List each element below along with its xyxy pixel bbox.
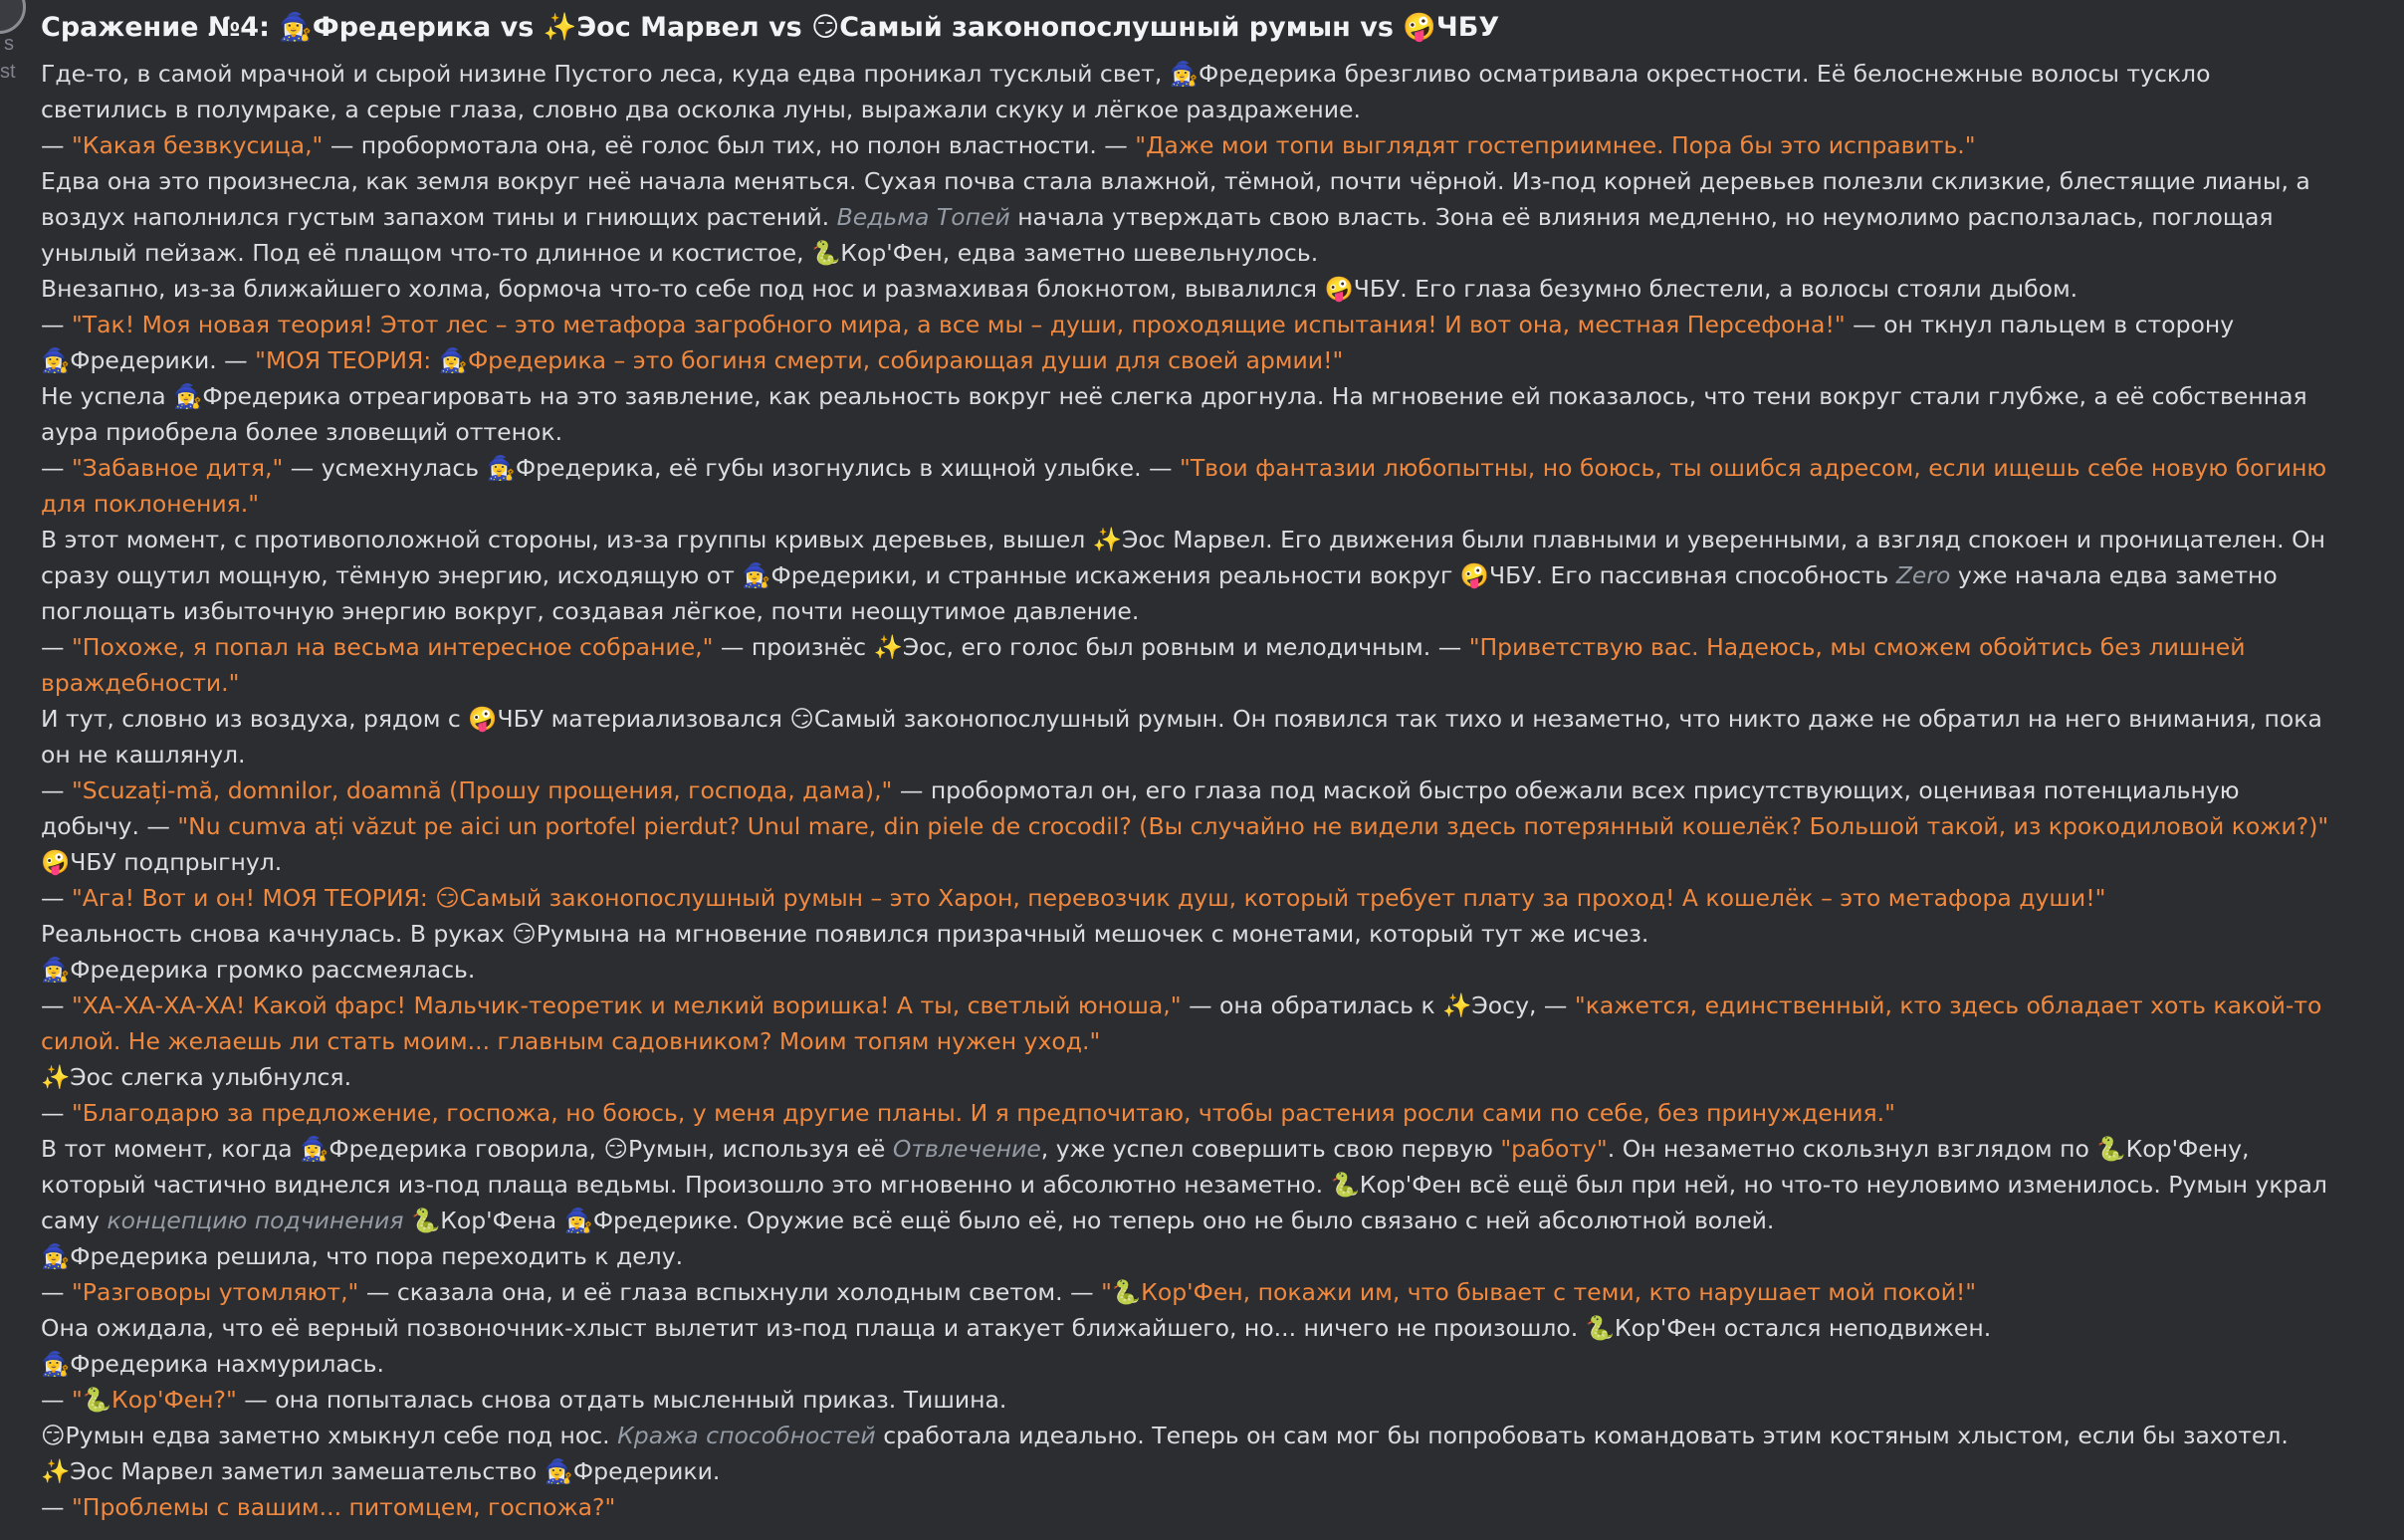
narration-text: —: [41, 776, 72, 804]
dialogue-quote: "Забавное дитя,": [71, 454, 284, 482]
narration-text: —: [41, 1493, 72, 1521]
narration-text: Внезапно, из-за ближайшего холма, бормоча что-то себе под нос и размахивая блокнотом, вывалился 🤪ЧБУ. Его глаза безумно блестели, а волосы стояли дыбом.: [41, 275, 2078, 303]
narration-text: Не успела 🧙‍♀️Фредерика отреагировать на это заявление, как реальность вокруг неё слегка дрогнула. На мгновение ей показалось, что тени вокруг стали глубже, а её собственная аура приобрела более зловещий оттенок.: [41, 382, 2307, 446]
dialogue-quote: "МОЯ ТЕОРИЯ: 🧙‍♀️Фредерика – это богиня смерти, собирающая души для своей армии!": [255, 346, 1344, 374]
narration-text: . Он незаметно скользнул взглядом по 🐍Кор'Фену, который частично виднелся из-под плаща ведьмы. Произошло это мгновенно и абсолютно незаметно. 🐍Кор'Фен всё ещё был при ней, но что-то неуловимо изменилось. Румын украл саму: [41, 1135, 2327, 1234]
ability-name: Zero: [1895, 561, 1951, 589]
message-line: [41, 127, 2340, 163]
dialogue-quote: "Приветствую вас. Надеюсь, мы сможем обойтись без лишней враждебности.": [41, 633, 2246, 697]
ability-name: Кража способностей: [617, 1422, 876, 1449]
narration-text: —: [41, 131, 72, 159]
dialogue-quote: "Ага! Вот и он! МОЯ ТЕОРИЯ: 😏Самый законопослушный румын – это Харон, перевозчик душ, который требует плату за проход! А кошелёк – это метафора души!": [71, 884, 2106, 912]
message-body: [41, 56, 2340, 1525]
narration-text: —: [41, 884, 72, 912]
message-title: Сражение №4: 🧙‍♀️Фредерика vs ✨Эос Марвел vs 😏Самый законопослушный румын vs 🤪ЧБУ: [41, 12, 1500, 43]
narration-text: 🐍Кор'Фена 🧙‍♀️Фредерике. Оружие всё ещё было её, но теперь оно не было связано с ней абсолютной волей.: [403, 1207, 1775, 1234]
narration-text: Реальность снова качнулась. В руках 😏Румына на мгновение появился призрачный мешочек с монетами, который тут же исчез.: [41, 920, 1649, 948]
dialogue-quote: "Scuzați-mă, domnilor, doamnă (Прошу прощения, господа, дама),": [71, 776, 893, 804]
message-line: [41, 378, 2340, 450]
message-line: [41, 1382, 2340, 1418]
message-line: [41, 1059, 2340, 1095]
narration-text: Едва она это произнесла, как земля вокруг неё начала меняться. Сухая почва стала влажной, тёмной, почти чёрной. Из-под корней деревьев полезли склизкие, блестящие лианы, а воздух наполнился густым запахом тины и гниющих растений.: [41, 167, 2310, 231]
message-line: [41, 1095, 2340, 1131]
dialogue-quote: "кажется, единственный, кто здесь обладает хоть какой-то силой. Не желаешь ли стать моим... главным садовником? Моим топям нужен уход.": [41, 991, 2322, 1055]
narration-text: 🤪ЧБУ подпрыгнул.: [41, 848, 283, 876]
narration-text: 🧙‍♀️Фредерика решила, что пора переходить к делу.: [41, 1242, 684, 1270]
dialogue-quote: "🐍Кор'Фен?": [71, 1386, 237, 1414]
narration-text: — усмехнулась 🧙‍♀️Фредерика, её губы изогнулись в хищной улыбке. —: [283, 454, 1181, 482]
message-line: [41, 1238, 2340, 1274]
narration-text: Где-то, в самой мрачной и сырой низине Пустого леса, куда едва проникал тусклый свет, 🧙‍♀️Фредерика брезгливо осматривала окрестности. Её белоснежные волосы тускло светились в полумраке, а серые глаза, словно два осколка луны, выражали скуку и лёгкое раздражение.: [41, 60, 2211, 123]
narration-text: —: [41, 1386, 72, 1414]
message-line: [41, 271, 2340, 307]
message-line: [41, 772, 2340, 844]
message-content: [41, 8, 2340, 1525]
message-line: [41, 1453, 2340, 1489]
message-line: [41, 450, 2340, 522]
dialogue-quote: "Какая безвкусица,": [71, 131, 324, 159]
message-line: [41, 701, 2340, 772]
dialogue-quote: "Разговоры утомляют,": [71, 1278, 359, 1306]
narration-text: 😏Румын едва заметно хмыкнул себе под нос.: [41, 1422, 618, 1449]
narration-text: — произнёс ✨Эос, его голос был ровным и мелодичным. —: [713, 633, 1469, 661]
message-line: [41, 1418, 2340, 1453]
narration-text: —: [41, 633, 72, 661]
message-line: [41, 952, 2340, 988]
dialogue-quote: "Так! Моя новая теория! Этот лес – это метафора загробного мира, а все мы – души, проходящие испытания! И вот она, местная Персефона!": [71, 311, 1846, 338]
narration-text: — она попыталась снова отдать мысленный приказ. Тишина.: [236, 1386, 1007, 1414]
narration-text: ✨Эос Марвел заметил замешательство 🧙‍♀️Фредерики.: [41, 1457, 721, 1485]
narration-text: , уже успел совершить свою первую: [1040, 1135, 1501, 1163]
narration-text: 🧙‍♀️Фредерика нахмурилась.: [41, 1350, 384, 1378]
narration-text: уже начала едва заметно поглощать избыточную энергию вокруг, создавая лёгкое, почти неощутимое давление.: [41, 561, 2278, 625]
narration-text: — пробормотала она, её голос был тих, но полон властности. —: [323, 131, 1136, 159]
message-line: [41, 1274, 2340, 1310]
message-line: [41, 163, 2340, 271]
narration-text: —: [41, 1099, 72, 1127]
dialogue-quote: "ХА-ХА-ХА-ХА! Какой фарс! Мальчик-теоретик и мелкий воришка! А ты, светлый юноша,": [71, 991, 1182, 1019]
message-line: [41, 916, 2340, 952]
dialogue-quote: "Похоже, я попал на весьма интересное собрание,": [71, 633, 714, 661]
narration-text: —: [41, 991, 72, 1019]
narration-text: —: [41, 1278, 72, 1306]
message-line: [41, 307, 2340, 378]
dialogue-quote: "Твои фантазии любопытны, но боюсь, ты ошибся адресом, если ищешь себе новую богиню для поклонения.": [41, 454, 2327, 518]
narration-text: — он ткнул пальцем в сторону 🧙‍♀️Фредерики. —: [41, 311, 2235, 374]
ability-name: Отвлечение: [892, 1135, 1041, 1163]
narration-text: Она ожидала, что её верный позвоночник-хлыст вылетит из-под плаща и атакует ближайшего, но... ничего не произошло. 🐍Кор'Фен остался неподвижен.: [41, 1314, 1992, 1342]
narration-text: В этот момент, с противоположной стороны, из-за группы кривых деревьев, вышел ✨Эос Марвел. Его движения были плавными и уверенными, а взгляд спокоен и проницателен. Он сразу ощутил мощную, тёмную энергию, исходящую от 🧙‍♀️Фредерики, и странные искажения реальности вокруг 🤪ЧБУ. Его пассивная способность: [41, 526, 2325, 589]
dialogue-quote: "Nu cumva ați văzut pe aici un portofel pierdut? Unul mare, din piele de crocodil? (Вы случайно не видели здесь потерянный кошелёк? Большой такой, из крокодиловой кожи?)": [177, 812, 2329, 840]
dialogue-quote: "Даже мои топи выглядят гостеприимнее. Пора бы это исправить.": [1135, 131, 1976, 159]
message-line: [41, 844, 2340, 880]
message-line: [41, 629, 2340, 701]
narration-text: сработала идеально. Теперь он сам мог бы попробовать командовать этим костяным хлыстом, если бы захотел.: [875, 1422, 2289, 1449]
user-avatar-cropped[interactable]: [0, 0, 26, 34]
narration-text: — она обратилась к ✨Эосу, —: [1181, 991, 1575, 1019]
narration-text: —: [41, 454, 72, 482]
dialogue-quote: "работу": [1500, 1135, 1608, 1163]
message-line: [41, 522, 2340, 629]
message-line: [41, 1131, 2340, 1238]
sidebar-cropped-text: s st: [0, 33, 16, 83]
dialogue-quote: "Благодарю за предложение, госпожа, но боюсь, у меня другие планы. И я предпочитаю, чтобы растения росли сами по себе, без принуждения.": [71, 1099, 1895, 1127]
message-line: [41, 56, 2340, 127]
message-line: [41, 1346, 2340, 1382]
narration-text: — сказала она, и её глаза вспыхнули холодным светом. —: [358, 1278, 1102, 1306]
narration-text: —: [41, 311, 72, 338]
dialogue-quote: "Проблемы с вашим... питомцем, госпожа?": [71, 1493, 616, 1521]
narration-text: В тот момент, когда 🧙‍♀️Фредерика говорила, 😏Румын, используя её: [41, 1135, 893, 1163]
message-line: [41, 1310, 2340, 1346]
message-line: [41, 988, 2340, 1059]
dialogue-quote: "🐍Кор'Фен, покажи им, что бывает с теми, кто нарушает мой покой!": [1101, 1278, 1977, 1306]
narration-text: — пробормотал он, его глаза под маской быстро обежали всех присутствующих, оценивая потенциальную добычу. —: [41, 776, 2240, 840]
narration-text: ✨Эос слегка улыбнулся.: [41, 1063, 352, 1091]
message-line: [41, 880, 2340, 916]
ability-name: концепцию подчинения: [107, 1207, 404, 1234]
message-line: [41, 1489, 2340, 1525]
ability-name: Ведьма Топей: [836, 203, 1010, 231]
narration-text: начала утверждать свою власть. Зона её влияния медленно, но неумолимо расползалась, поглощая унылый пейзаж. Под её плащом что-то длинное и костистое, 🐍Кор'Фен, едва заметно шевельнулось.: [41, 203, 2274, 267]
narration-text: 🧙‍♀️Фредерика громко рассмеялась.: [41, 956, 476, 984]
narration-text: И тут, словно из воздуха, рядом с 🤪ЧБУ материализовался 😏Самый законопослушный румын. Он появился так тихо и незаметно, что никто даже не обратил на него внимания, пока он не кашлянул.: [41, 705, 2322, 769]
